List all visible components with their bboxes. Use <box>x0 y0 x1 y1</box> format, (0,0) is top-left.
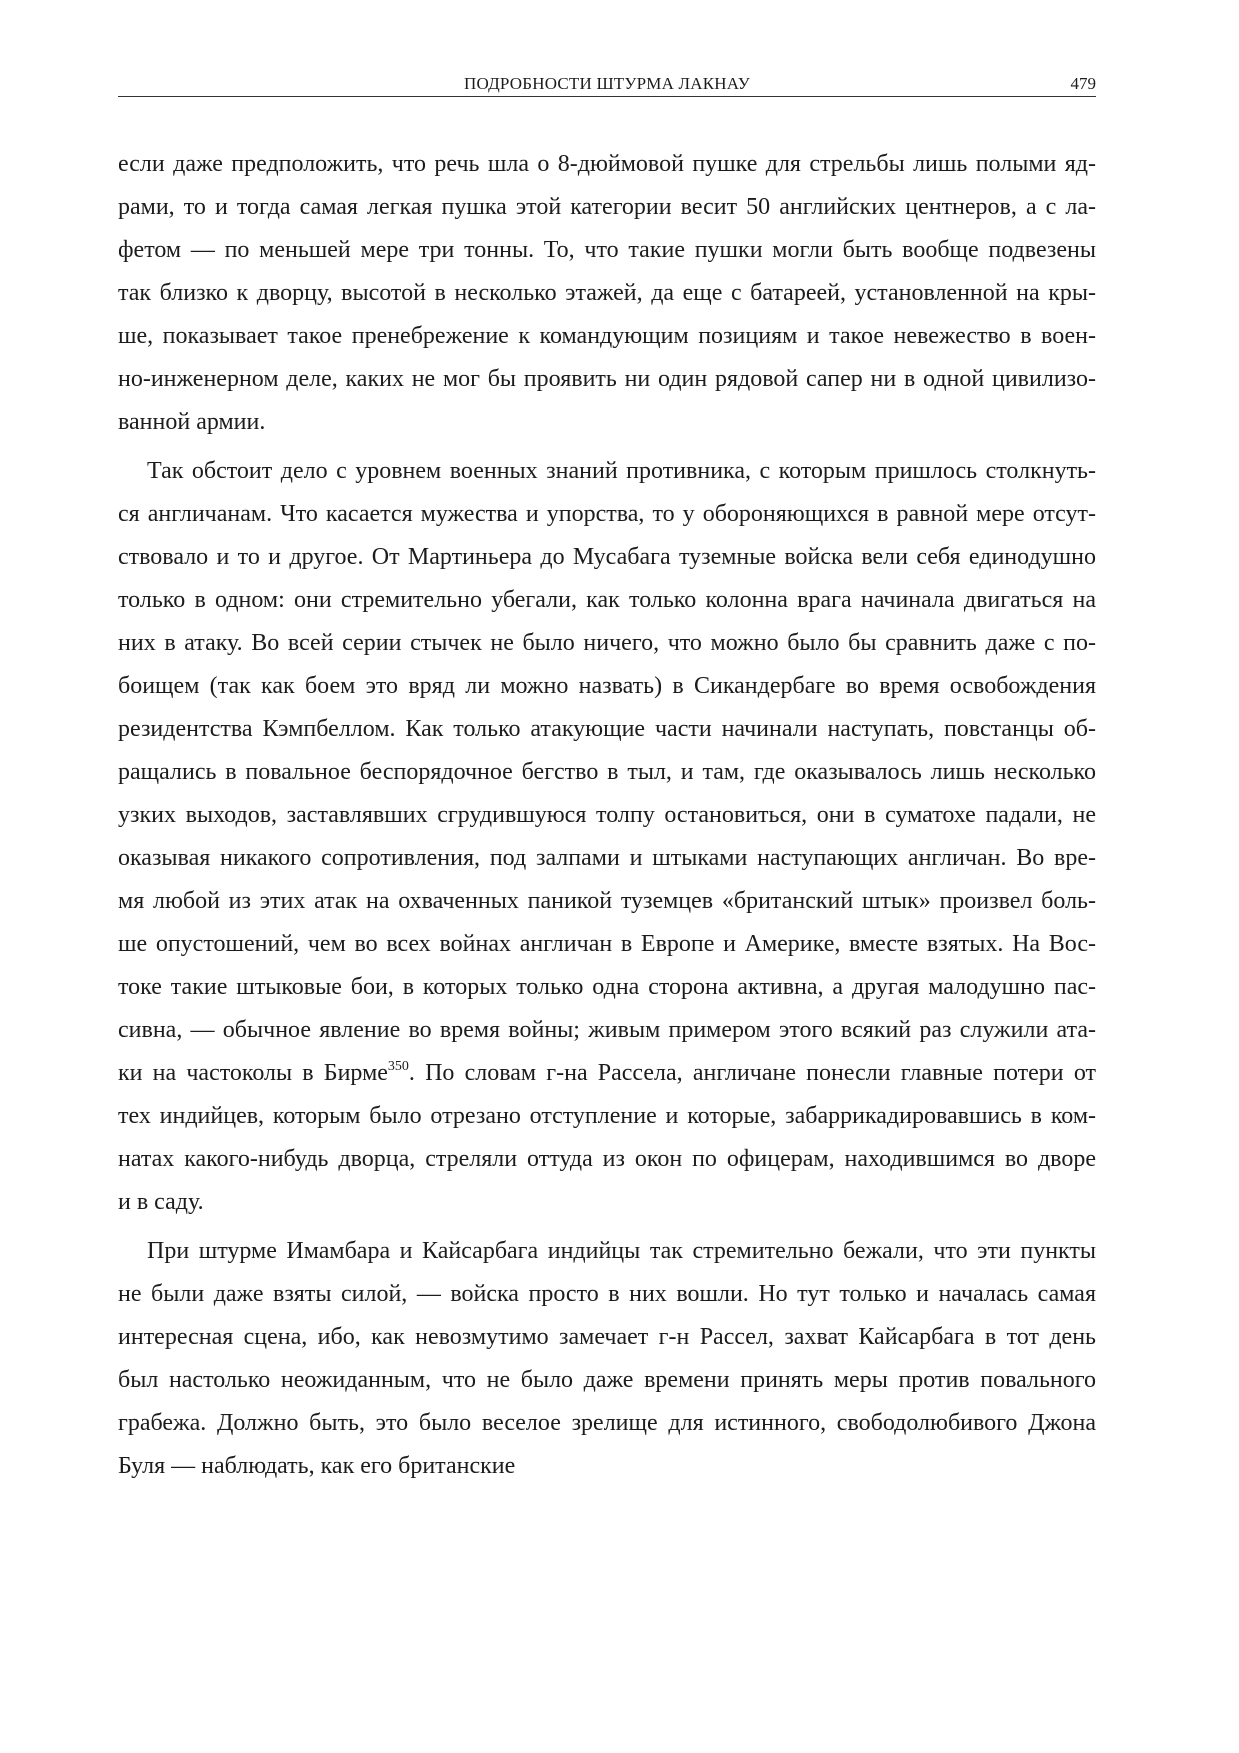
body-text <box>118 143 1096 1488</box>
text-line: них в атаку. Во всей серии стычек не было ничего, что можно было бы сравнить даже с по- <box>118 630 1096 656</box>
text-line: узких выходов, заставлявших сгрудившуюся толпу остановиться, они в суматохе падали, не <box>118 802 1096 828</box>
text-line: и в саду. <box>118 1189 204 1215</box>
text-line: ся англичанам. Что касается мужества и упорства, то у обороняющихся в равной мере отсут- <box>118 501 1096 527</box>
text-line: ше, показывает такое пренебрежение к командующим позициям и такое невежество в воен- <box>118 323 1096 349</box>
text-segment: ки на частоколы в Бирме <box>118 1060 388 1086</box>
text-line: натах какого-нибудь дворца, стреляли оттуда из окон по офицерам, находившимся во дворе <box>118 1146 1096 1172</box>
text-line: Так обстоит дело с уровнем военных знаний противника, с которым пришлось столкнуть- <box>147 458 1096 484</box>
footnote-ref[interactable]: 350 <box>387 1059 409 1074</box>
text-line: тех индийцев, которым было отрезано отступление и которые, забаррикадировавшись в ком- <box>118 1103 1096 1129</box>
text-line: ствовало и то и другое. От Мартиньера до Мусабага туземные войска вели себя единодушно <box>118 544 1096 570</box>
text-line: был настолько неожиданным, что не было даже времени принять меры против повального <box>118 1367 1096 1393</box>
running-title: ПОДРОБНОСТИ ШТУРМА ЛАКНАУ <box>464 74 750 93</box>
text-line: ванной армии. <box>118 409 266 435</box>
page-number: 479 <box>1070 74 1096 93</box>
text-segment: . По словам г-на Рассела, англичане понесли главные потери от <box>408 1060 1096 1086</box>
text-line: если даже предположить, что речь шла о 8-дюймовой пушке для стрельбы лишь полыми яд- <box>118 151 1096 177</box>
running-header <box>118 72 1096 97</box>
text-line: фетом — по меньшей мере три тонны. То, что такие пушки могли быть вообще подвезены <box>118 237 1096 263</box>
text-line: ше опустошений, чем во всех войнах англичан в Европе и Америке, вместе взятых. На Вос- <box>118 931 1096 957</box>
text-line: так близко к дворцу, высотой в несколько этажей, да еще с батареей, установленной на кры- <box>118 280 1096 306</box>
text-line: но-инженерном деле, каких не мог бы проявить ни один рядовой сапер ни в одной цивилизо- <box>118 366 1096 392</box>
text-line: не были даже взяты силой, — войска просто в них вошли. Но тут только и началась самая <box>118 1281 1096 1307</box>
text-line: боищем (так как боем это вряд ли можно назвать) в Сикандербаге во время освобождения <box>118 673 1096 699</box>
paragraph <box>118 1230 1096 1488</box>
paragraph <box>118 450 1096 1224</box>
text-line: ращались в повальное беспорядочное бегство в тыл, и там, где оказывалось лишь несколько <box>118 759 1096 785</box>
text-line: Буля — наблюдать, как его британские <box>118 1453 516 1479</box>
text-line: интересная сцена, ибо, как невозмутимо замечает г-н Рассел, захват Кайсарбага в тот день <box>118 1324 1096 1350</box>
text-line: грабежа. Должно быть, это было веселое зрелище для истинного, свободолюбивого Джона <box>118 1410 1096 1436</box>
text-line: мя любой из этих атак на охваченных паникой туземцев «британский штык» произвел боль- <box>118 888 1096 914</box>
text-line: оказывая никакого сопротивления, под залпами и штыками наступающих англичан. Во вре- <box>118 845 1096 871</box>
text-line: сивна, — обычное явление во время войны; живым примером этого всякий раз служили ата- <box>118 1017 1096 1043</box>
text-line-with-footnote <box>118 1052 1096 1095</box>
paragraph <box>118 143 1096 444</box>
text-line: При штурме Имамбара и Кайсарбага индийцы так стремительно бежали, что эти пункты <box>147 1238 1096 1264</box>
text-line: рами, то и тогда самая легкая пушка этой категории весит 50 английских центнеров, а с ла- <box>118 194 1096 220</box>
text-line: резидентства Кэмпбеллом. Как только атакующие части начинали наступать, повстанцы об- <box>118 716 1096 742</box>
text-line: только в одном: они стремительно убегали, как только колонна врага начинала двигаться на <box>118 587 1096 613</box>
text-line: токе такие штыковые бои, в которых только одна сторона активна, а другая малодушно пас- <box>118 974 1096 1000</box>
